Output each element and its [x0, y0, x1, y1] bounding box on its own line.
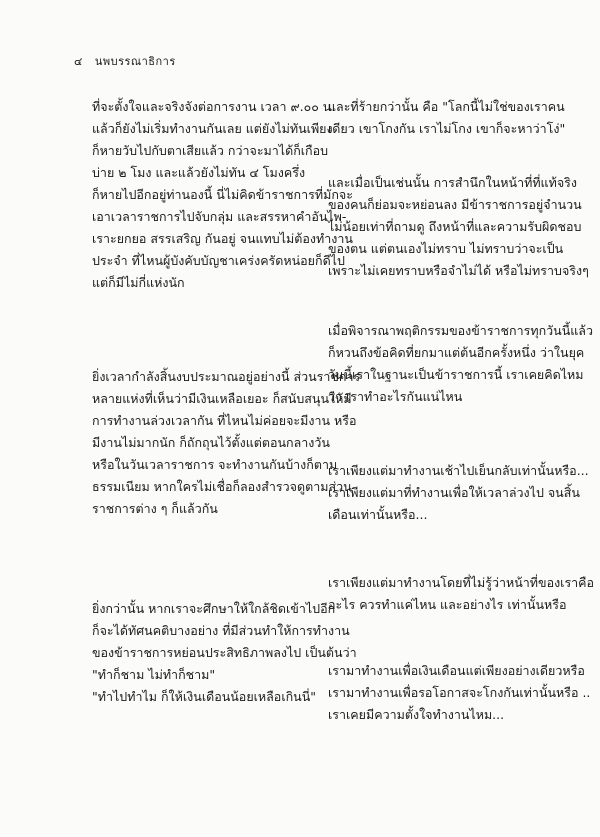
- text-line: วันนี้เราในฐานะเป็นข้าราชการนี้ เราเคยคิดไหม: [328, 367, 584, 382]
- text-line: ก็หายไปอีกอยู่ท่านองนี้ นี่ไม่คิดข้าราชการที่มักจะ: [92, 187, 353, 202]
- text-line: เราเพียงแต่มาทำงานเช้าไปเย็นกลับเท่านั้นหรือ...: [328, 463, 589, 478]
- text-line: "ทำก็ชาม ไม่ทำก็ชาม": [92, 667, 216, 682]
- right-paragraph-5: [328, 572, 595, 616]
- right-paragraph-2: [328, 172, 589, 282]
- text-line: ของคนก็ย่อมจะหย่อนลง มีข้าราชการอยู่จำนวน: [328, 197, 582, 212]
- text-line: บ่าย ๒ โมง และแล้วยังไม่ทัน ๔ โมงครึ่ง: [92, 165, 306, 180]
- text-line: แล้วก็ยังไม่เริ่มทำงานกันเลย แต่ยังไม่ทันเพียง: [92, 121, 333, 136]
- left-paragraph-1: [92, 96, 353, 294]
- left-paragraph-3: [92, 598, 357, 708]
- text-line: ก็หายวับไปกับตาเสียแล้ว กว่าจะมาได้ก็เกือบ: [92, 143, 329, 158]
- text-line: เดียว เขาโกงกัน เราไม่โกง เขาก็จะหาว่าโง่": [328, 121, 566, 136]
- right-paragraph-6: [328, 660, 591, 726]
- text-line: มีงานไม่มากนัก ก็ถักถุนไว้ตั้งแต่ตอนกลางวัน: [92, 435, 330, 450]
- text-line: ของข้าราชการหย่อนประสิทธิภาพลงไป เป็นต้นว่า: [92, 645, 357, 660]
- header-title: นพบรรณาธิการ: [94, 55, 176, 68]
- text-line: ประจำ ที่ไหนผู้บังคับบัญชาเคร่งครัดหน่อยก็ดีไป: [92, 253, 345, 268]
- page-number: ๔: [74, 55, 83, 68]
- text-line: ที่จะตั้งใจและจริงจังต่อการงาน เวลา ๙.๐๐ น.: [92, 99, 336, 114]
- text-line: ก็หวนถึงข้อคิดที่ยกมาแต่ต้นอีกครั้งหนึ่ง ว่าในยุค: [328, 345, 585, 360]
- text-line: เอาเวลาราชการไปจับกลุ่ม และสรรหาคำอันไพ-: [92, 209, 347, 224]
- text-line: เราเพียงแต่มาที่ทำงานเพื่อให้เวลาล่วงไป จนสิ้น: [328, 485, 580, 500]
- text-line: เพราะไม่เคยทราบหรือจำไม่ได้ หรือไม่ทราบจริงๆ: [328, 263, 589, 278]
- text-line: เราะยกยอ สรรเสริญ กันอยู่ จนแทบไม่ต้องทำงาน: [92, 231, 353, 246]
- text-line: ยิ่งเวลากำลังสิ้นงบประมาณอยู่อย่างนี้ ส่วนราชการ: [92, 369, 361, 384]
- text-line: ราชการต่าง ๆ ก็แล้วกัน: [92, 501, 218, 516]
- text-line: "ทำไปทำไม ก็ให้เงินเดือนน้อยเหลือเกินนี่": [92, 689, 316, 704]
- text-line: เดือนเท่านั้นหรือ...: [328, 507, 428, 522]
- text-line: เราเคยมีความตั้งใจทำงานไหม...: [328, 707, 505, 722]
- text-line: แต่ก็มีไม่กี่แห่งนัก: [92, 275, 185, 290]
- text-line: หลายแห่งที่เห็นว่ามีเงินเหลือเยอะ ก็สนับสนุนให้มี: [92, 391, 352, 406]
- text-line: ว่า เราทำอะไรกันแน่ไหน: [328, 389, 463, 404]
- text-line: หรือในวันเวลาราชการ จะทำงานกันบ้างก็ตาม: [92, 457, 338, 472]
- left-paragraph-2: [92, 366, 361, 520]
- text-line: เราเพียงแต่มาทำงานโดยที่ไม่รู้ว่าหน้าที่ของเราคือ: [328, 575, 595, 590]
- text-line: ก็จะได้ทัศนคติบางอย่าง ที่มีส่วนทำให้การทำงาน: [92, 623, 350, 638]
- right-paragraph-1: [328, 96, 578, 140]
- right-paragraph-3: [328, 320, 593, 408]
- text-line: ไม่น้อยเท่าที่ถามดู ถึงหน้าที่และความรับผิดชอบ: [328, 219, 582, 234]
- page-header: [74, 52, 176, 70]
- text-line: ของตน แต่ตนเองไม่ทราบ ไม่ทราบว่าจะเป็น: [328, 241, 564, 256]
- text-line: เรามาทำงานเพื่อเงินเดือนแต่เพียงอย่างเดียวหรือ: [328, 663, 585, 678]
- text-line: เรามาทำงานเพื่อรอโอกาสจะโกงกันเท่านั้นหรือ ..: [328, 685, 591, 700]
- text-line: ธรรมเนียม หากใครไม่เชื่อก็ลองสำรวจดูตามส่วน: [92, 479, 352, 494]
- right-paragraph-4: [328, 460, 589, 526]
- text-line: และที่ร้ายกว่านั้น คือ "โลกนี้ไม่ใช่ของเราคน: [328, 99, 565, 114]
- text-line: และเมื่อเป็นเช่นนั้น การสำนึกในหน้าที่ที่แท้จริง: [328, 175, 577, 190]
- text-line: ยิ่งกว่านั้น หากเราจะศึกษาให้ใกล้ชิดเข้าไปอีก: [92, 601, 336, 616]
- text-line: อะไร ควรทำแค่ไหน และอย่างไร เท่านั้นหรือ: [328, 597, 567, 612]
- text-line: เมื่อพิจารณาพฤติกรรมของข้าราชการทุกวันนี้แล้ว: [328, 323, 593, 338]
- text-line: การทำงานล่วงเวลากัน ที่ไหนไม่ค่อยจะมีงาน หรือ: [92, 413, 357, 428]
